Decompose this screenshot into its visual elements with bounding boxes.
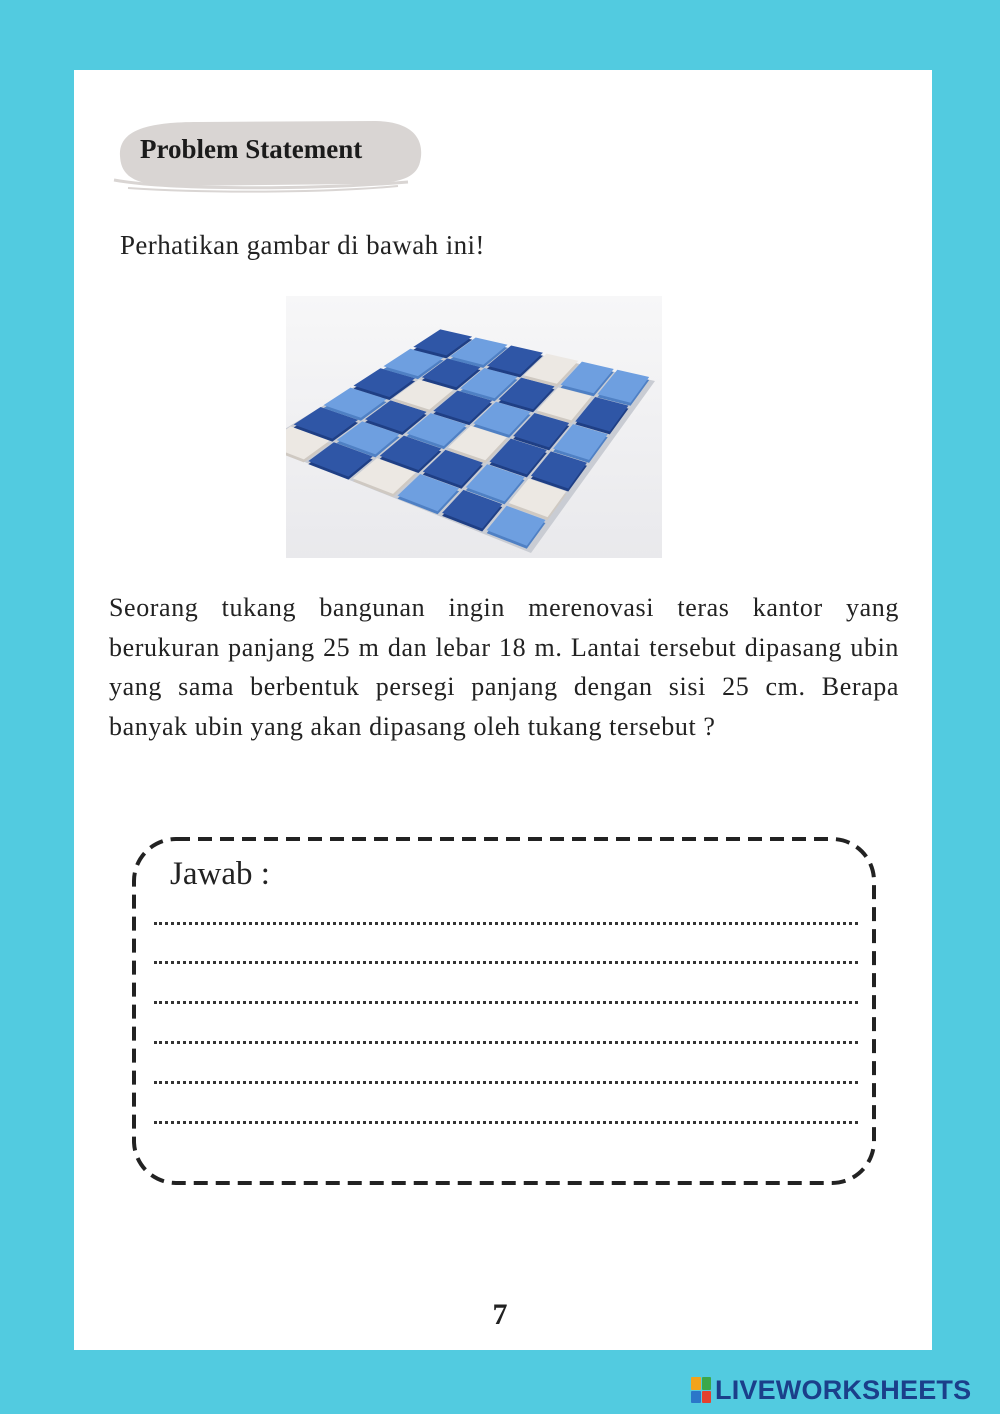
answer-line-4[interactable] <box>154 1041 858 1044</box>
answer-line-3[interactable] <box>154 1001 858 1004</box>
problem-statement-badge <box>108 116 426 196</box>
answer-line-2[interactable] <box>154 961 858 964</box>
worksheet-page <box>74 70 932 1350</box>
tile-floor-photo <box>286 296 662 558</box>
liveworksheets-logo-icon <box>691 1377 711 1403</box>
page-number: 7 <box>492 1298 508 1331</box>
problem-text: Seorang tukang bangunan ingin merenovasi teras kantor yang berukuran panjang 25 m dan lebar 18 m. Lantai tersebut dipasang ubin yang sama berbentuk persegi panjang dengan sisi 25 cm. Berapa banyak ubin yang akan dipasang oleh tukang tersebut ? <box>109 593 899 741</box>
answer-line-5[interactable] <box>154 1081 858 1084</box>
brand-name: LIVEWORKSHEETS <box>715 1374 972 1405</box>
answer-label: Jawab : <box>170 856 270 892</box>
answer-line-1[interactable] <box>154 922 858 925</box>
badge-label: Problem Statement <box>140 134 363 164</box>
instruction-text: Perhatikan gambar di bawah ini! <box>120 230 485 260</box>
answer-line-6[interactable] <box>154 1121 858 1124</box>
answer-box <box>132 836 878 1188</box>
liveworksheets-logo[interactable] <box>691 1373 971 1407</box>
